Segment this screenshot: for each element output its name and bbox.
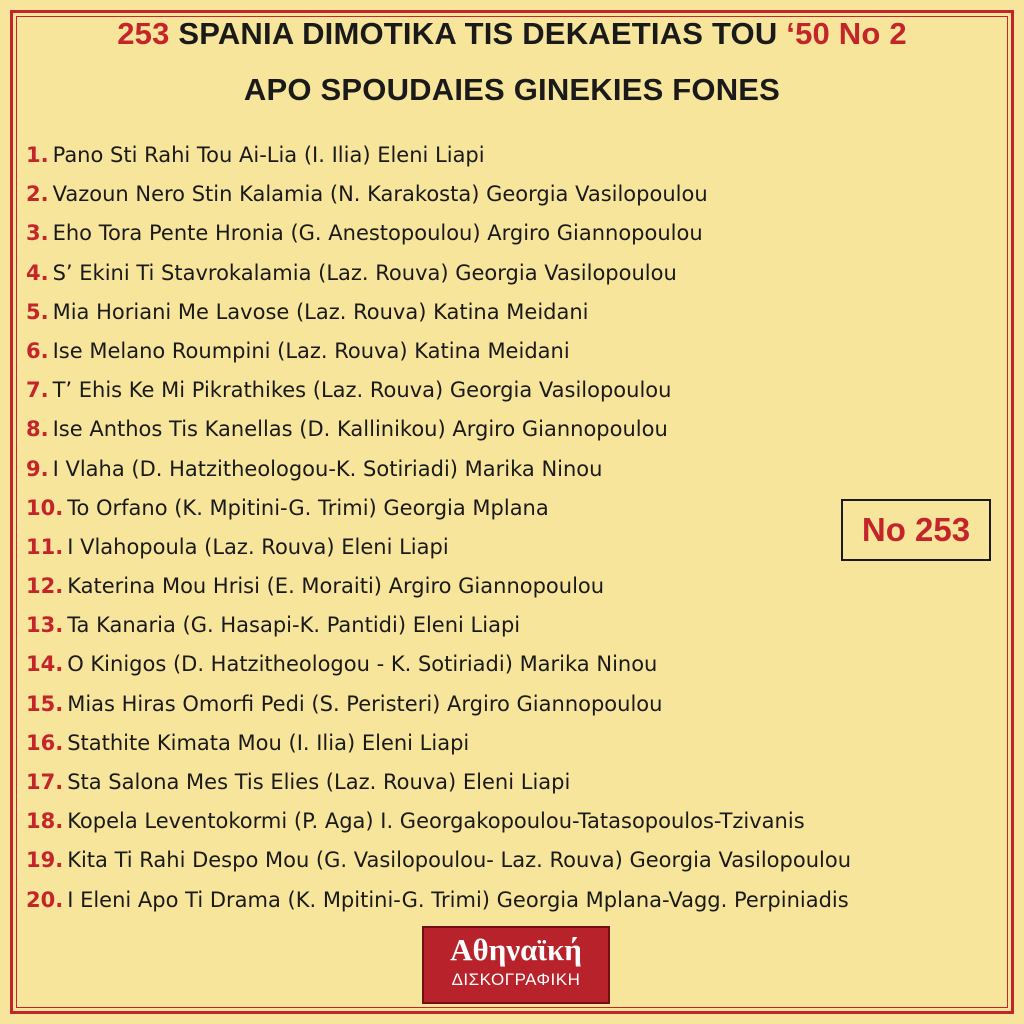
title-suffix: ‘50 No 2 (786, 16, 907, 51)
track-number: 1. (26, 143, 49, 167)
track-title: I Vlaha (D. Hatzitheologou-K. Sotiriadi) Marika Ninou (52, 456, 603, 481)
track-title: O Kinigos (D. Hatzitheologou - K. Sotiriadi) Marika Ninou (67, 652, 658, 677)
track-title: Pano Sti Rahi Tou Ai-Lia (I. Ilia) Eleni Liapi (52, 143, 485, 167)
track-number: 8. (26, 417, 49, 442)
track-item (26, 137, 1006, 176)
track-title: I Eleni Apo Ti Drama (K. Mpitini-G. Trimi) Georgia Mplana-Vagg. Perpiniadis (67, 887, 849, 912)
track-title: I Vlahopoula (Laz. Rouva) Eleni Liapi (67, 534, 449, 559)
track-title: To Orfano (K. Mpitini-G. Trimi) Georgia Mplana (67, 495, 549, 520)
track-number: 13. (26, 613, 64, 638)
track-number: 19. (26, 848, 64, 873)
track-title: Mias Hiras Omorfi Pedi (S. Peristeri) Argiro Giannopoulou (67, 691, 663, 716)
track-number: 2. (26, 182, 49, 207)
title-line-2: APO SPOUDAIES GINEKIES FONES (243, 72, 781, 107)
track-item (26, 686, 1006, 725)
track-title: Katerina Mou Hrisi (E. Moraiti) Argiro Giannopoulou (67, 574, 605, 599)
track-number: 3. (26, 221, 49, 246)
track-item (26, 294, 1006, 333)
track-title: Ise Melano Roumpini (Laz. Rouva) Katina Meidani (52, 338, 570, 363)
track-item (26, 411, 1006, 450)
title-line-1 (0, 16, 1024, 52)
track-number: 14. (26, 652, 64, 677)
track-title: Sta Salona Mes Tis Elies (Laz. Rouva) Eleni Liapi (67, 770, 571, 794)
track-item (26, 842, 1006, 881)
track-title: Eho Tora Pente Hronia (G. Anestopoulou) Argiro Giannopoulou (52, 221, 703, 246)
track-number: 17. (26, 770, 64, 794)
track-item (26, 451, 1006, 490)
track-title: T’ Ehis Ke Mi Pikrathikes (Laz. Rouva) Georgia Vasilopoulou (52, 378, 672, 403)
track-item (26, 764, 1006, 803)
title-text: SPANIA DIMOTIKA TIS DEKAETIAS TOU (178, 16, 778, 51)
track-title: Mia Horiani Me Lavose (Laz. Rouva) Katina Meidani (52, 299, 589, 324)
track-title: Kita Ti Rahi Despo Mou (G. Vasilopoulou- Laz. Rouva) Georgia Vasilopoulou (67, 848, 852, 873)
track-title: Ta Kanaria (G. Hasapi-K. Pantidi) Eleni Liapi (67, 613, 521, 638)
track-number: 16. (26, 730, 64, 755)
track-number: 18. (26, 809, 64, 834)
track-title: Ise Anthos Tis Kanellas (D. Kallinikou) Argiro Giannopoulou (52, 417, 668, 442)
track-item (26, 215, 1006, 254)
track-title: S’ Ekini Ti Stavrokalamia (Laz. Rouva) Georgia Vasilopoulou (52, 260, 677, 285)
track-title: Kopela Leventokormi (P. Aga) I. Georgakopoulou-Tatasopoulos-Tzivanis (67, 809, 805, 834)
track-item (26, 803, 1006, 842)
track-item (26, 607, 1006, 646)
track-title: Stathite Kimata Mou (I. Ilia) Eleni Liapi (67, 730, 470, 755)
track-number: 12. (26, 574, 64, 599)
track-item (26, 333, 1006, 372)
track-number: 5. (26, 299, 49, 324)
track-number: 20. (26, 887, 64, 912)
track-number: 10. (26, 495, 64, 520)
track-item (26, 568, 1006, 607)
catalog-number-badge: No 253 (841, 499, 991, 561)
track-title: Vazoun Nero Stin Kalamia (N. Karakosta) Georgia Vasilopoulou (52, 182, 708, 207)
track-item (26, 646, 1006, 685)
track-item (26, 255, 1006, 294)
track-item (26, 176, 1006, 215)
label-logo (422, 926, 610, 1004)
track-item (26, 882, 1006, 921)
logo-main-text: Αθηναϊκή (450, 932, 582, 967)
track-number: 6. (26, 338, 49, 363)
logo-sub-text: ΔΙΣΚΟΓΡΑΦΙΚΗ (451, 970, 581, 989)
track-item (26, 372, 1006, 411)
track-number: 11. (26, 534, 64, 559)
track-number: 4. (26, 260, 49, 285)
track-item (26, 725, 1006, 764)
track-number: 15. (26, 691, 64, 716)
track-number: 9. (26, 456, 49, 481)
track-number: 7. (26, 378, 49, 403)
album-number: 253 (117, 16, 170, 51)
